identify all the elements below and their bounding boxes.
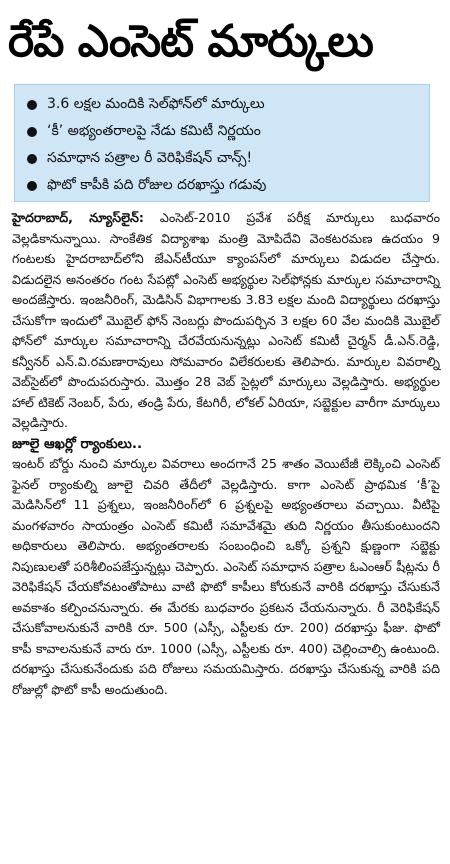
article-paragraph-1 <box>12 208 440 434</box>
bullet-dot-icon <box>27 154 37 164</box>
bullet-dot-icon <box>27 127 37 137</box>
highlights-box <box>14 84 430 202</box>
highlight-item <box>27 91 419 118</box>
highlight-item <box>27 172 419 199</box>
highlight-text: సమాధాన పత్రాల రీ వెరిఫికేషన్ చాన్స్! <box>47 150 253 166</box>
bullet-dot-icon <box>27 181 37 191</box>
highlight-text: ‘కీ’ అభ్యంతరాలపై నేడు కమిటీ నిర్ణయం <box>47 123 261 139</box>
highlight-text: 3.6 లక్షల మందికి సెల్‌ఫోన్‌లో మార్కులు <box>47 96 265 112</box>
article-paragraph-2: ఇంటర్ బోర్డు నుంచి మార్కుల వివరాలు అందగానే 25 శాతం వెయిటేజీ లెక్కించి ఎంసెట్ ఫైనల్ ర్యాంకుల్ని జూలై చివరి తేదీలో వెల్లడిస్తారు. కాగా ఎంసెట్ ప్రాథమిక ‘కీ’పై మెడిసిన్‌లో 11 ప్రశ్నలు, ఇంజనీరింగ్‌లో 6 ప్రశ్నలపై అభ్యంతరాలు వచ్చాయి. వీటిపై మంగళవారం సాయంత్రం ఎంసెట్ కమిటీ సమావేశమై తుది నిర్ణయం తీసుకుంటుందని అధికారులు తెలిపారు. అభ్యంతరాలకు సంబంధించి ఒక్కో ప్రశ్నని క్షుణ్ణంగా సబ్జెక్టు నిపుణులతో పరిశీలింపజేస్తున్నట్లు చెప్పారు. ఎంసెట్ సమాధాన పత్రాల ఓఎంఆర్ షీట్లను రీ వెరిఫికేషన్ చేయకోవటంతోపాటు వాటి ఫొటో కాపీలు కోరుకునే వారికి దరఖాస్తు చేసుకునే అవకాశం కల్పించనున్నారు. ఈ మేరకు బుధవారం ప్రకటన చేయనున్నారు. రీ వెరిఫికేషన్ చేసుకోవాలనుకునే వారికి రూ. 500 (ఎస్సీ, ఎస్టీలకు రూ. 200) దరఖాస్తు ఫీజు. ఫొటో కాపీ కావాలనుకునే వారు రూ. 1000 (ఎస్సీ, ఎస్టీలకు రూ. 400) చెల్లించాల్సి ఉంటుంది. దరఖాస్తు చేసుకునేందుకు పది రోజులు సమయమిస్తారు. దరఖాస్తు చేసుకున్న వారికి పది రోజుల్లో ఫొటో కాపీ అందుతుంది. <box>12 456 440 697</box>
paragraph-1-text: ఎంసెట్-2010 ప్రవేశ పరీక్ష మార్కులు బుధవారం వెల్లడికానున్నాయి. సాంకేతిక విద్యాశాఖ మంత్రి మోపిదేవి వెంకటరమణ ఉదయం 9 గంటలకు హైదరాబాద్‌లోని జేఎన్‌టీయూ క్యాంపస్‌లో మార్కులు విడుదల చేస్తారు. విడుదలైన అనంతరం గంట సేపట్లో ఎంసెట్ అభ్యర్థుల సెల్‌ఫోన్లకు మార్కుల సమాచారాన్ని అందజేస్తారు. ఇంజనీరింగ్, మెడిసిన్ విభాగాలకు 3.83 లక్షల మంది విద్యార్థులు దరఖాస్తు చేసుకోగా ఇందులో మొబైల్ ఫోన్ నెంబర్లు పొందుపర్చిన 3 లక్షల 60 వేల మందికి మొబైల్ ఫోన్‌లో మార్కుల సమాచారాన్ని చేరవేయనున్నట్లు ఎంసెట్ కమిటీ చైర్మన్ డీ.ఎన్.రెడ్డి, కన్వీనర్ ఎన్.వి.రమణారావులు సోమవారం విలేకరులకు తెలిపారు. మార్కుల వివరాల్ని వెబ్‌సైట్‌లో పొందుపరుస్తారు. మొత్తం 28 వెబ్ సైట్లలో మార్కులు వెల్లడిస్తారు. అభ్యర్థుల హాల్ టికెట్ నెంబర్, పేరు, తండ్రి పేరు, కేటగిరీ, లోకల్ ఏరియా, సబ్జెక్టుల వారీగా మార్కులు వెల్లడిస్తారు. <box>12 210 440 430</box>
highlight-item <box>27 118 419 145</box>
dateline: హైదరాబాద్, న్యూస్‌లైన్: <box>12 210 144 225</box>
bullet-dot-icon <box>27 100 37 110</box>
article-subheading: జూలై ఆఖర్లో ర్యాంకులు.. <box>12 435 143 452</box>
highlight-item <box>27 145 419 172</box>
headline: రేపే ఎంసెట్ మార్కులు <box>8 16 373 67</box>
article-body <box>12 208 440 700</box>
highlight-text: ఫొటో కాపీకి పది రోజుల దరఖాస్తు గడువు <box>47 177 267 193</box>
